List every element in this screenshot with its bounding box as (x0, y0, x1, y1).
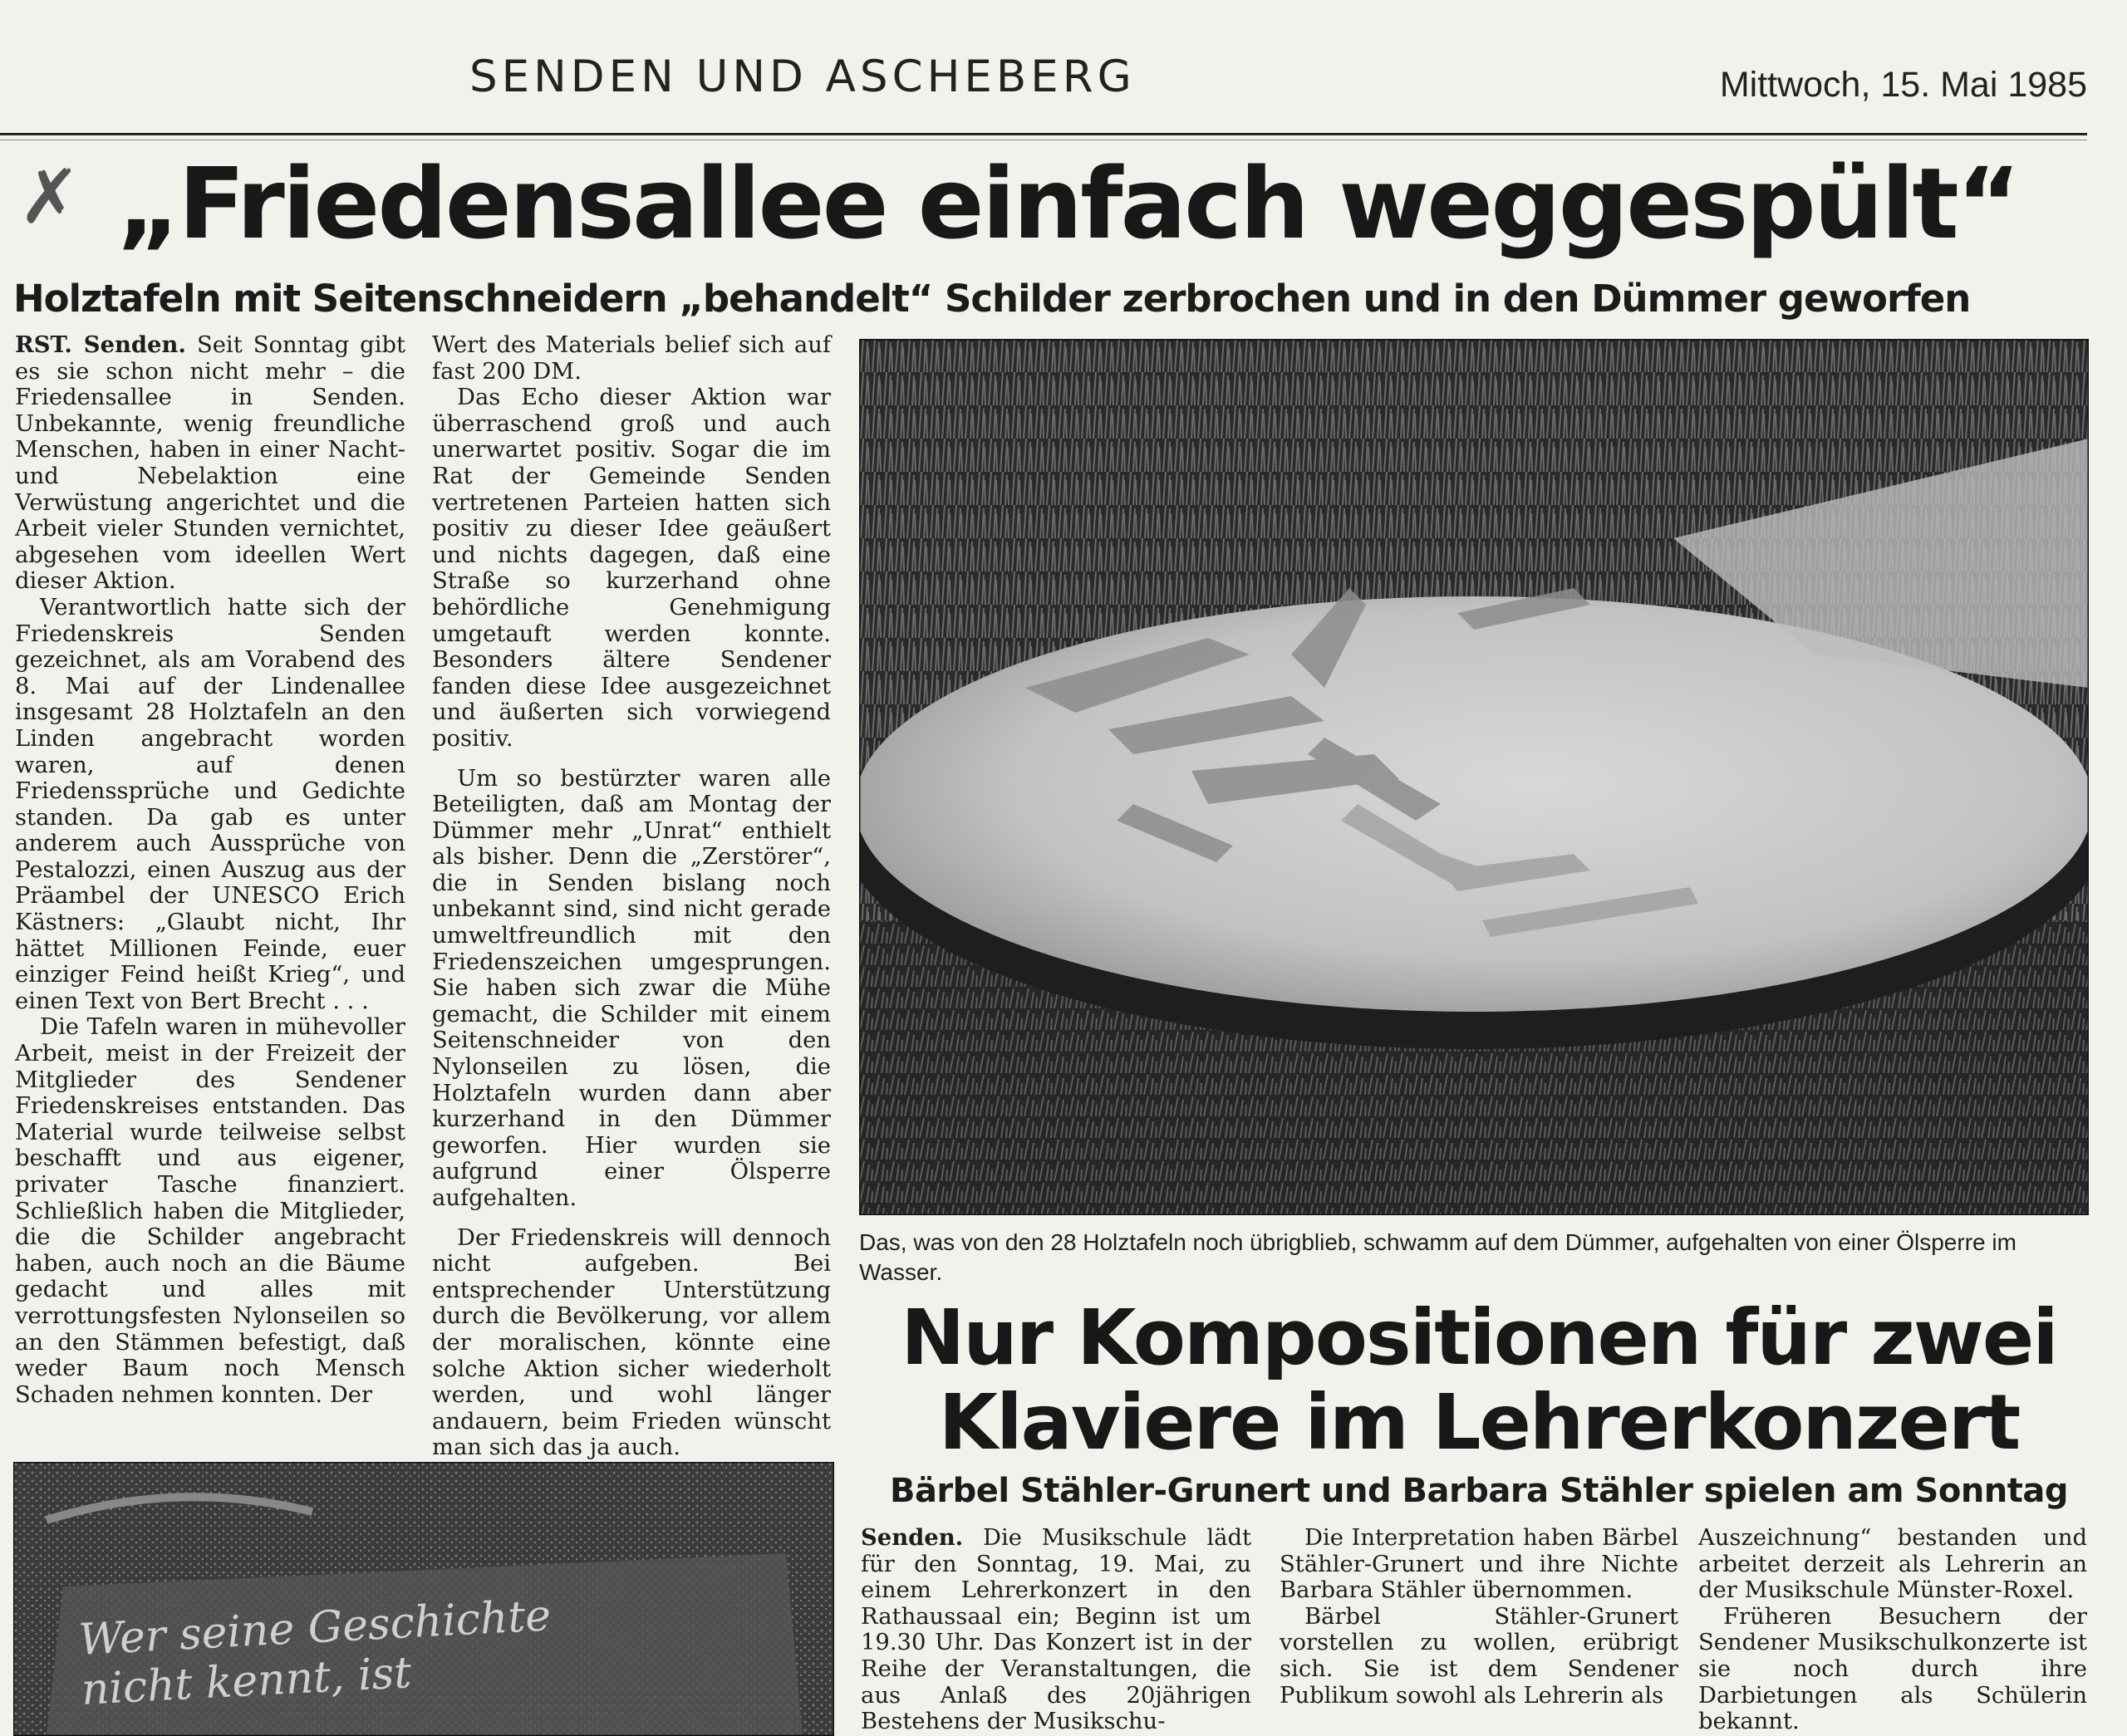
dateline-lead: Senden. (861, 1524, 964, 1551)
sign-line-1: Wer seine Geschichte (77, 1591, 553, 1665)
article1-column-1 (15, 332, 405, 1408)
article1-paragraph: Um so bestürzter waren alle Beteiligten, daß am Montag der Dümmer mehr „Unrat“ enthielt als bisher. Denn die „Zerstörer“, die in Senden bislang noch unbekannt sind, sind nicht gerade umweltfreundlich mit den Friedenszeichen umgesprungen. Sie haben sich zwar die Mühe gemacht, die Schilder mit einem Seitenschneider von den Nylonseilen zu lösen, die Holztafeln wurden dann aber kurzerhand in den Dümmer geworfen. Hier wurden sie aufgrund einer Ölsperre aufgehalten. (432, 765, 831, 1211)
article2-headline (872, 1293, 2085, 1467)
article2-paragraph: Die Interpretation haben Bärbel Stähler-Grunert und ihre Nichte Barbara Stähler übernommen. (1280, 1525, 1678, 1604)
article2-headline-line-1: Nur Kompositionen für zwei (901, 1293, 2057, 1382)
article2-subheadline: Bärbel Stähler-Grunert und Barbara Stähler spielen am Sonntag (889, 1472, 2069, 1510)
article2-column-2 (1280, 1525, 1678, 1709)
sign-line-2: nicht kennt, ist (80, 1648, 413, 1715)
article2-column-3 (1698, 1525, 2087, 1735)
article2-paragraph (861, 1525, 1251, 1735)
dateline-lead: RST. Senden. (15, 331, 186, 358)
header-rule (0, 133, 2087, 135)
pen-mark-x: ✗ (18, 154, 81, 241)
article1-paragraph: Die Tafeln waren in mühevoller Arbeit, meist in der Freizeit der Mitglieder des Sendener Friedenskreises entstanden. Das Material wurde teilweise selbst beschafft und aus eigener, privater Tasche finanziert. Schließlich haben die Mitglieder, die die Schilder angebracht haben, auch noch an die Bäume gedacht und alles mit verrottungsfesten Nylonseilen so an den Stämmen befestigt, daß weder Baum noch Mensch Schaden nehmen konnten. Der (15, 1014, 405, 1408)
article2-paragraph: Auszeichnung“ bestanden und arbeitet derzeit als Lehrerin an der Musikschule Münster-Roxel. (1698, 1525, 2087, 1604)
masthead: SENDEN UND ASCHEBERG (469, 51, 1136, 102)
paragraph-text: Die Musikschule lädt für den Sonntag, 19. Mai, zu einem Lehrerkonzert in den Rathaussaal ein; Beginn ist um 19.30 Uhr. Das Konzert ist in der Reihe der Veranstaltungen, die aus Anlaß des 20jährigen Bestehens der Musikschu- (861, 1525, 1251, 1735)
article1-photo (859, 339, 2089, 1215)
article1-subheadline: Holztafeln mit Seitenschneidern „behandelt“ Schilder zerbrochen und in den Dümmer geworfen (13, 277, 1971, 321)
article1-paragraph: Wert des Materials belief sich auf fast 200 DM. (432, 332, 831, 385)
article1-photo-caption: Das, was von den 28 Holztafeln noch übrigblieb, schwamm auf dem Dümmer, aufgehalten von einer Ölsperre im Wasser. (859, 1229, 2016, 1285)
article2-column-1 (861, 1525, 1251, 1735)
article1-paragraph: Das Echo dieser Aktion war überraschend groß und auch unerwartet positiv. Sogar die im Rat der Gemeinde Senden vertretenen Parteien hatten sich positiv zu dieser Idee geäußert und nichts dagegen, daß eine Straße so kurzerhand ohne behördliche Genehmigung umgetauft werden konnte. Besonders ältere Sendener fanden diese Idee ausgezeichnet und äußerten sich vorwiegend positiv. (432, 385, 831, 752)
article1-paragraph (15, 332, 405, 595)
article1-headline: „Friedensallee einfach weggespült“ (116, 146, 2019, 261)
article1-paragraph: Der Friedenskreis will dennoch nicht aufgeben. Bei entsprechender Unterstützung durch die Bevölkerung, vor allem der moralischen, könnte eine solche Aktion sicher wiederholt werden, und wohl länger andauern, beim Frieden wünscht man sich das ja auch. (432, 1224, 831, 1461)
pond-photo-graphic (859, 339, 2089, 1215)
article2-photo (13, 1462, 834, 1736)
article2-paragraph: Früheren Besuchern der Sendener Musikschulkonzerte ist sie noch durch ihre Darbietungen als Schülerin bekannt. (1698, 1603, 2087, 1735)
article2-paragraph: Bärbel Stähler-Grunert vorstellen zu wollen, erübrigt sich. Sie ist dem Sendener Publikum sowohl als Lehrerin als (1280, 1603, 1678, 1709)
issue-date: Mittwoch, 15. Mai 1985 (1719, 65, 2087, 105)
article1-paragraph: Verantwortlich hatte sich der Friedenskreis Senden gezeichnet, als am Vorabend des 8. Mai auf der Lindenallee insgesamt 28 Holztafeln an den Linden angebracht worden waren, auf denen Friedenssprüche und Gedichte standen. Da gab es unter anderem auch Aussprüche von Pestalozzi, einen Auszug aus der Präambel der UNESCO Erich Kästners: „Glaubt nicht, Ihr hättet Millionen Feinde, euer einziger Feind heißt Krieg“, und einen Text von Bert Brecht . . . (15, 594, 405, 1014)
article1-column-2 (432, 332, 831, 1461)
article2-headline-line-2: Klaviere im Lehrerkonzert (938, 1378, 2020, 1467)
paragraph-text: Seit Sonntag gibt es sie schon nicht mehr – die Friedensallee in Senden. Unbekannte, wenig freundliche Menschen, haben in einer Nacht- und Nebelaktion eine Verwüstung angerichtet und die Arbeit vieler Stunden vernichtet, abgesehen vom ideellen Wert dieser Aktion. (15, 332, 405, 595)
